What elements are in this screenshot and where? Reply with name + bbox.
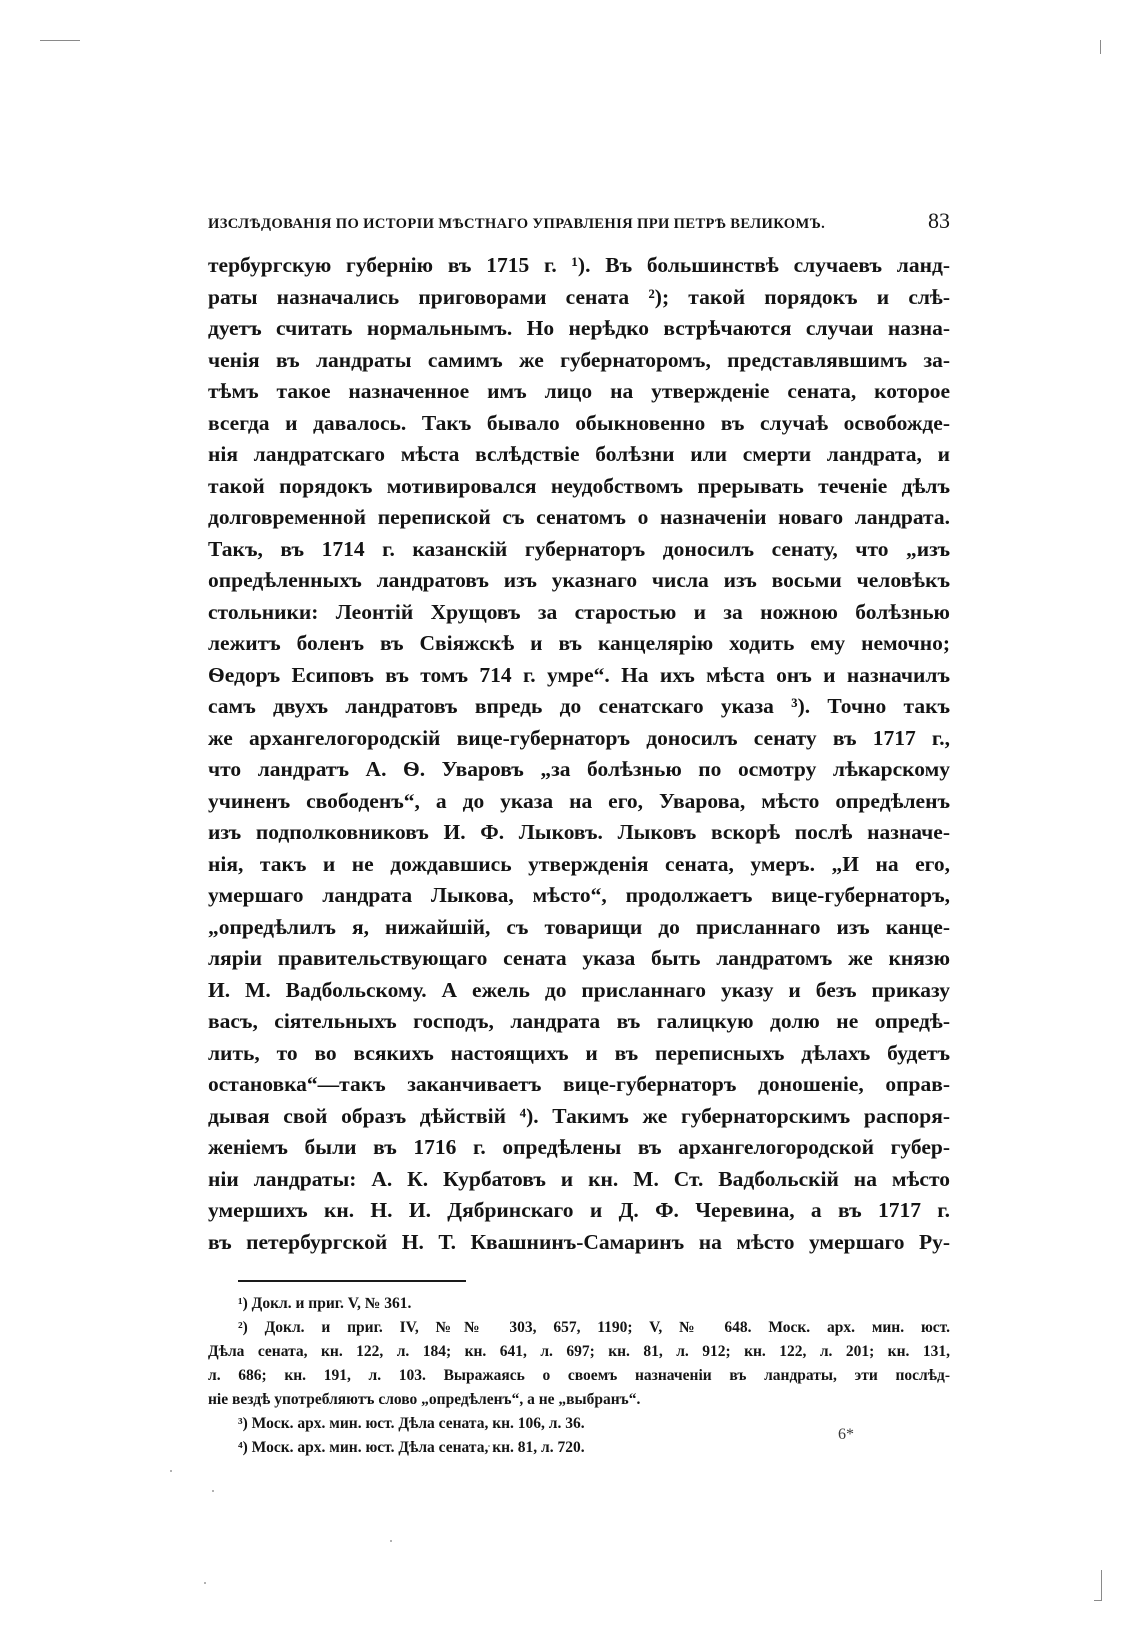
footnote-2-continuation: ніе вездѣ употребляютъ слово „опредѣленъ“, а не „выбранъ“.: [208, 1391, 641, 1408]
scan-edge-mark: [1094, 1600, 1102, 1601]
text-line: учиненъ свободенъ“, а до указа на его, Уварова, мѣсто опредѣленъ: [208, 788, 950, 813]
text-line: И. М. Вадбольскому. А ежель до присланнаго указу и безъ приказу: [208, 977, 950, 1002]
running-head: [208, 208, 950, 244]
running-title: ИЗСЛѢДОВАНІЯ ПО ИСТОРІИ МѢСТНАГО УПРАВЛЕНІЯ ПРИ ПЕТРѢ ВЕЛИКОМЪ.: [208, 216, 826, 232]
text-line: Такъ, въ 1714 г. казанскій губернаторъ доносилъ сенату, что „изъ: [208, 536, 950, 561]
text-line: ніи ландраты: А. К. Курбатовъ и кн. М. Ст. Вадбольскій на мѣсто: [208, 1166, 950, 1191]
text-line: въ петербургской Н. Т. Квашнинъ-Самаринъ на мѣсто умершаго Ру-: [208, 1229, 950, 1254]
text-line: всегда и давалось. Такъ бывало обыкновенно въ случаѣ освобожде-: [208, 410, 950, 435]
scan-speck: [204, 1582, 206, 1584]
text-line: лить, то во всякихъ настоящихъ и въ переписныхъ дѣлахъ будетъ: [208, 1040, 950, 1065]
book-page: [208, 208, 950, 1460]
footnote-4: ⁴) Моск. арх. мин. юст. Дѣла сената, кн. 81, л. 720.: [238, 1439, 585, 1456]
footnote-3: ³) Моск. арх. мин. юст. Дѣла сената, кн. 106, л. 36.: [238, 1415, 585, 1432]
text-line: ляріи правительствующаго сената указа быть ландратомъ же князю: [208, 946, 950, 970]
scan-edge-mark: [1100, 40, 1101, 54]
text-line: нія ландратскаго мѣста вслѣдствіе болѣзни или смерти ландрата, и: [208, 442, 950, 466]
text-line: Ѳедоръ Есиповъ въ томъ 714 г. умре“. На ихъ мѣста онъ и назначилъ: [208, 662, 950, 687]
text-line: же архангелогородскій вице-губернаторъ доносилъ сенату въ 1717 г.,: [208, 725, 950, 750]
text-line: умершихъ кн. Н. И. Дябринскаго и Д. Ф. Черевина, а въ 1717 г.: [208, 1198, 950, 1222]
footnote-1: ¹) Докл. и приг. V, № 361.: [238, 1295, 412, 1312]
text-line: дуетъ считать нормальнымъ. Но нерѣдко встрѣчаются случаи назна-: [208, 316, 950, 340]
page-number: 83: [928, 208, 950, 233]
text-line: такой порядокъ мотивировался неудобствомъ прерывать теченіе дѣлъ: [208, 473, 950, 498]
text-line: „опредѣлилъ я, нижайшій, съ товарищи до присланнаго изъ канце-: [208, 914, 950, 939]
text-line: остановка“—такъ заканчиваетъ вице-губернаторъ доношеніе, оправ-: [208, 1072, 950, 1096]
text-line: стольники: Леонтій Хрущовъ за старостью и за ножною болѣзнью: [208, 599, 950, 624]
text-line: самъ двухъ ландратовъ впредь до сенатскаго указа ³). Точно такъ: [208, 694, 950, 718]
text-line: ченія въ ландраты самимъ же губернаторомъ, представлявшимъ за-: [208, 347, 950, 372]
text-line: изъ подполковниковъ И. Ф. Лыковъ. Лыковъ вскорѣ послѣ назначе-: [208, 820, 950, 844]
text-line: долговременной перепиской съ сенатомъ о назначеніи новаго ландрата.: [208, 505, 950, 529]
footnote-rule: [238, 1280, 466, 1282]
text-line: опредѣленныхъ ландратовъ изъ указнаго числа изъ восьми человѣкъ: [208, 568, 950, 592]
signature-mark: 6*: [838, 1426, 854, 1443]
text-line: васъ, сіятельныхъ господъ, ландрата въ галицкую долю не опредѣ-: [208, 1009, 950, 1033]
footnote-2: ²) Докл. и приг. IV, №№ 303, 657, 1190; V, № 648. Моск. арх. мин. юст.: [238, 1319, 950, 1336]
footnote-2-continuation: Дѣла сената, кн. 122, л. 184; кн. 641, л. 697; кн. 81, л. 912; кн. 122, л. 201; кн. 131,: [208, 1343, 950, 1360]
body-text: [208, 250, 950, 1258]
text-line: тербургскую губернію въ 1715 г. ¹). Въ большинствѣ случаевъ ланд-: [208, 253, 950, 277]
text-line: тѣмъ такое назначенное имъ лицо на утвержденіе сената, которое: [208, 379, 950, 403]
scan-speck: [170, 1470, 172, 1472]
scan-edge-mark: [1101, 1570, 1102, 1600]
scan-speck: [390, 1540, 392, 1542]
scan-speck: [212, 1490, 214, 1492]
text-line: раты назначались приговорами сената ²); такой порядокъ и слѣ-: [208, 284, 950, 309]
scan-edge-mark: [40, 40, 80, 41]
text-line: нія, такъ и не дождавшись утвержденія сената, умеръ. „И на его,: [208, 851, 950, 876]
text-line: что ландратъ А. Ѳ. Уваровъ „за болѣзнью по осмотру лѣкарскому: [208, 757, 950, 781]
text-line: дывая свой образъ дѣйствій ⁴). Такимъ же губернаторскимъ распоря-: [208, 1103, 950, 1128]
footnote-2-continuation: л. 686; кн. 191, л. 103. Выражаясь о своемъ назначеніи въ ландраты, эти послѣд-: [208, 1367, 950, 1384]
text-line: женіемъ были въ 1716 г. опредѣлены въ архангелогородской губер-: [208, 1135, 950, 1159]
text-line: умершаго ландрата Лыкова, мѣсто“, продолжаетъ вице-губернаторъ,: [208, 883, 950, 907]
text-line: лежитъ боленъ въ Свіяжскѣ и въ канцелярію ходить ему немочно;: [208, 631, 950, 655]
